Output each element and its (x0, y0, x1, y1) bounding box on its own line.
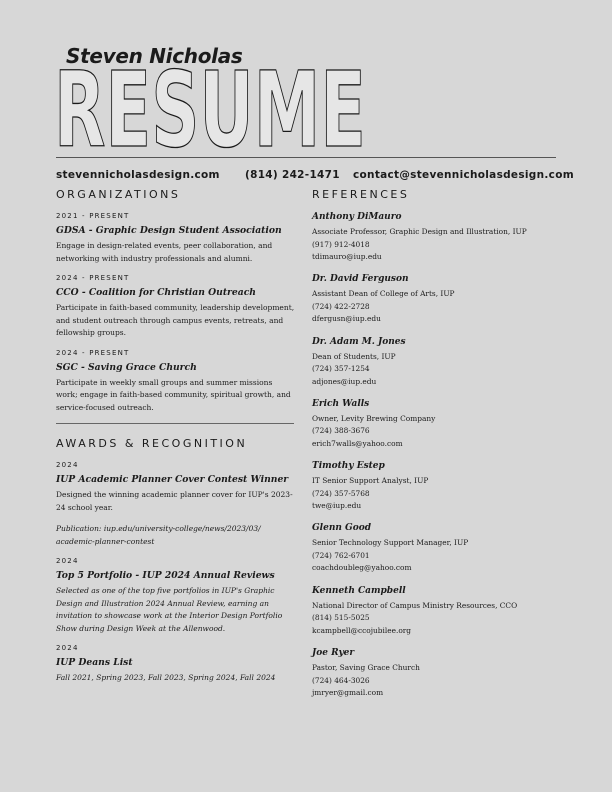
reference-role: Senior Technology Support Manager, IUP (312, 538, 469, 548)
reference-role: Dean of Students, IUP (312, 351, 396, 361)
reference-entry (312, 212, 562, 264)
reference-entry (312, 648, 562, 700)
organization-years: 2021 - PRESENT (56, 212, 130, 220)
reference-email[interactable]: erich7walls@yahoo.com (312, 438, 403, 448)
award-title: Top 5 Portfolio - IUP 2024 Annual Reviews (56, 570, 275, 581)
organization-entry (56, 274, 296, 340)
contact-phone[interactable]: (814) 242-1471 (245, 169, 340, 181)
reference-role: IT Senior Support Analyst, IUP (312, 476, 429, 486)
reference-email[interactable]: adjones@iup.edu (312, 376, 377, 386)
reference-name: Dr. David Ferguson (312, 274, 409, 285)
organization-title: SGC - Saving Grace Church (56, 361, 197, 373)
reference-name: Timothy Estep (312, 461, 385, 472)
left-column (56, 188, 296, 694)
award-desc: Fall 2021, Spring 2023, Fall 2023, Spring 2024, Fall 2024 (56, 673, 276, 682)
reference-email[interactable]: dfergusn@iup.edu (312, 314, 381, 324)
organization-desc: Engage in design-related events, peer collaboration, and networking with industry professionals and alumni. (56, 241, 273, 263)
reference-email[interactable]: twe@iup.edu (312, 501, 362, 511)
reference-email[interactable]: tdimauro@iup.edu (312, 252, 382, 261)
award-entry (56, 557, 296, 635)
reference-name: Joe Ryer (312, 648, 355, 659)
award-entry (56, 461, 296, 548)
resume-name: Steven Nicholas (66, 44, 243, 68)
reference-phone[interactable]: (724) 357-1254 (312, 364, 370, 374)
organizations-heading: ORGANIZATIONS (56, 188, 181, 201)
reference-role: National Director of Campus Ministry Resources, CCO (312, 600, 518, 610)
right-column (312, 188, 562, 710)
reference-name: Erich Walls (312, 398, 370, 409)
awards-heading: AWARDS & RECOGNITION (56, 437, 248, 450)
reference-name: Glenn Good (312, 523, 372, 534)
reference-email[interactable]: coachdoubleg@yahoo.com (312, 563, 412, 573)
reference-phone[interactable]: (724) 464-3026 (312, 675, 370, 685)
reference-role: Assistant Dean of College of Arts, IUP (312, 289, 455, 299)
organization-entry (56, 349, 296, 415)
award-title: IUP Deans List (56, 657, 133, 668)
reference-phone[interactable]: (724) 357-5768 (312, 488, 370, 498)
organization-title: GDSA - Graphic Design Student Association (56, 225, 282, 236)
reference-role: Pastor, Saving Grace Church (312, 663, 420, 673)
reference-name: Kenneth Campbell (312, 585, 406, 596)
reference-phone[interactable]: (724) 422-2728 (312, 301, 370, 311)
reference-phone[interactable]: (917) 912-4018 (312, 239, 370, 249)
award-entry (56, 644, 296, 685)
award-desc: Designed the winning academic planner cover for IUP's 2023-24 school year. (56, 490, 293, 512)
header-divider (56, 157, 556, 158)
contact-email[interactable]: contact@stevennicholasdesign.com (353, 169, 574, 181)
organization-title: CCO - Coalition for Christian Outreach (56, 287, 256, 298)
reference-email[interactable]: kcampbell@ccojubilee.org (312, 625, 412, 635)
organization-desc: Participate in faith-based community, leadership development, and student outreach through campus events, retreats, and fellowship groups. (56, 303, 295, 337)
resume-title-text: RESUME (54, 58, 366, 158)
reference-entry (312, 274, 562, 326)
reference-name: Anthony DiMauro (312, 212, 402, 222)
award-year: 2024 (56, 461, 79, 469)
award-publication: Publication: iup.edu/university-college/news/2023/03/ academic-planner-contest (56, 524, 261, 546)
award-year: 2024 (56, 644, 79, 652)
reference-name: Dr. Adam M. Jones (312, 336, 406, 347)
reference-entry (312, 399, 562, 451)
award-year: 2024 (56, 557, 79, 565)
award-desc: Selected as one of the top five portfolios in IUP's Graphic Design and Illustration 2024 Annual Review, earning an invitation to showcase work at the Interior Design Portfolio Show during Design Week at the Allenwood. (56, 586, 283, 633)
reference-phone[interactable]: (724) 388-3676 (312, 426, 370, 436)
reference-entry (312, 337, 562, 389)
reference-phone[interactable]: (724) 762-6701 (312, 550, 370, 560)
reference-phone[interactable]: (814) 515-5025 (312, 613, 370, 623)
reference-email[interactable]: jmryer@gmail.com (312, 688, 384, 698)
organization-years: 2024 - PRESENT (56, 274, 130, 282)
reference-entry (312, 586, 562, 638)
resume-title (54, 58, 366, 158)
award-title: IUP Academic Planner Cover Contest Winner (56, 474, 289, 485)
reference-entry (312, 461, 562, 513)
organization-years: 2024 - PRESENT (56, 348, 130, 357)
references-heading: REFERENCES (312, 188, 410, 201)
reference-entry (312, 523, 562, 575)
organization-desc: Participate in weekly small groups and summer missions work; engage in faith-based community, spiritual growth, and service-focused outreach. (56, 377, 291, 412)
section-divider (56, 423, 294, 424)
reference-role: Associate Professor, Graphic Design and Illustration, IUP (312, 227, 527, 236)
reference-role: Owner, Levity Brewing Company (312, 413, 436, 423)
contact-website[interactable]: stevennicholasdesign.com (56, 169, 220, 181)
organization-entry (56, 212, 296, 265)
